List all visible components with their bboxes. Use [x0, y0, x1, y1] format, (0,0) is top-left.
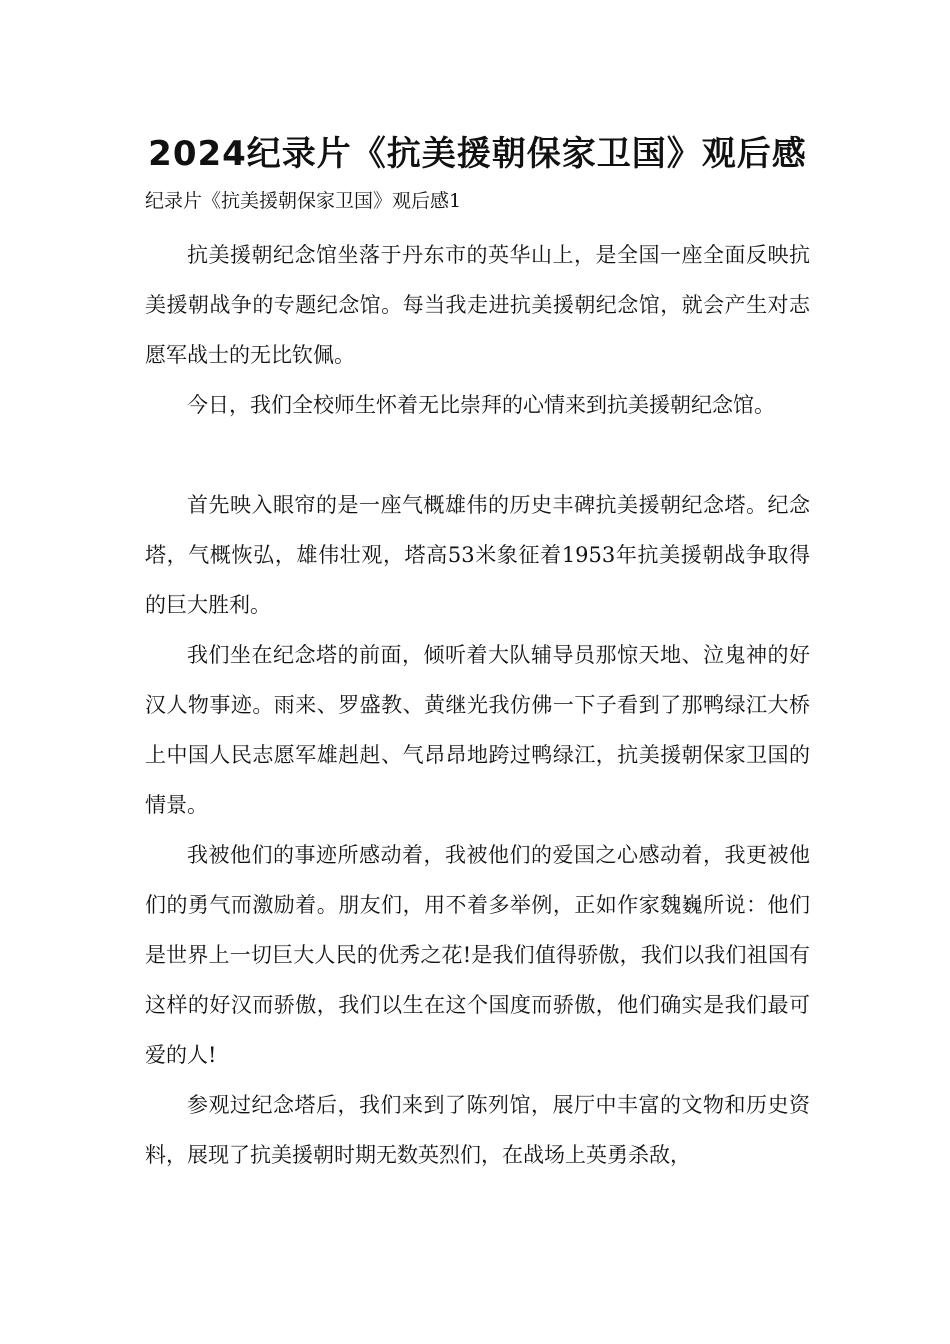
paragraph: 首先映入眼帘的是一座气概雄伟的历史丰碑抗美援朝纪念塔。纪念塔，气概恢弘，雄伟壮观，塔高53米象征着1953年抗美援朝战争取得的巨大胜利。	[145, 493, 810, 617]
document-subtitle: 纪录片《抗美援朝保家卫国》观后感1	[145, 190, 462, 212]
paragraph: 抗美援朝纪念馆坐落于丹东市的英华山上，是全国一座全面反映抗美援朝战争的专题纪念馆。每当我走进抗美援朝纪念馆，就会产生对志愿军战士的无比钦佩。	[145, 243, 810, 367]
paragraph: 今日，我们全校师生怀着无比崇拜的心情来到抗美援朝纪念馆。	[187, 393, 775, 417]
paragraph: 我被他们的事迹所感动着，我被他们的爱国之心感动着，我更被他们的勇气而激励着。朋友们，用不着多举例，正如作家魏巍所说：他们是世界上一切巨大人民的优秀之花!是我们值得骄傲，我们以我们祖国有这样的好汉而骄傲，我们以生在这个国度而骄傲，他们确实是我们最可爱的人!	[145, 843, 810, 1067]
document-body	[145, 130, 810, 1180]
paragraph: 我们坐在纪念塔的前面，倾听着大队辅导员那惊天地、泣鬼神的好汉人物事迹。雨来、罗盛教、黄继光我仿佛一下子看到了那鸭绿江大桥上中国人民志愿军雄赳赳、气昂昂地跨过鸭绿江，抗美援朝保家卫国的情景。	[145, 643, 810, 817]
paragraph: 参观过纪念塔后，我们来到了陈列馆，展厅中丰富的文物和历史资料，展现了抗美援朝时期无数英烈们，在战场上英勇杀敌，	[145, 1093, 810, 1167]
document-title: 2024纪录片《抗美援朝保家卫国》观后感	[148, 134, 807, 174]
